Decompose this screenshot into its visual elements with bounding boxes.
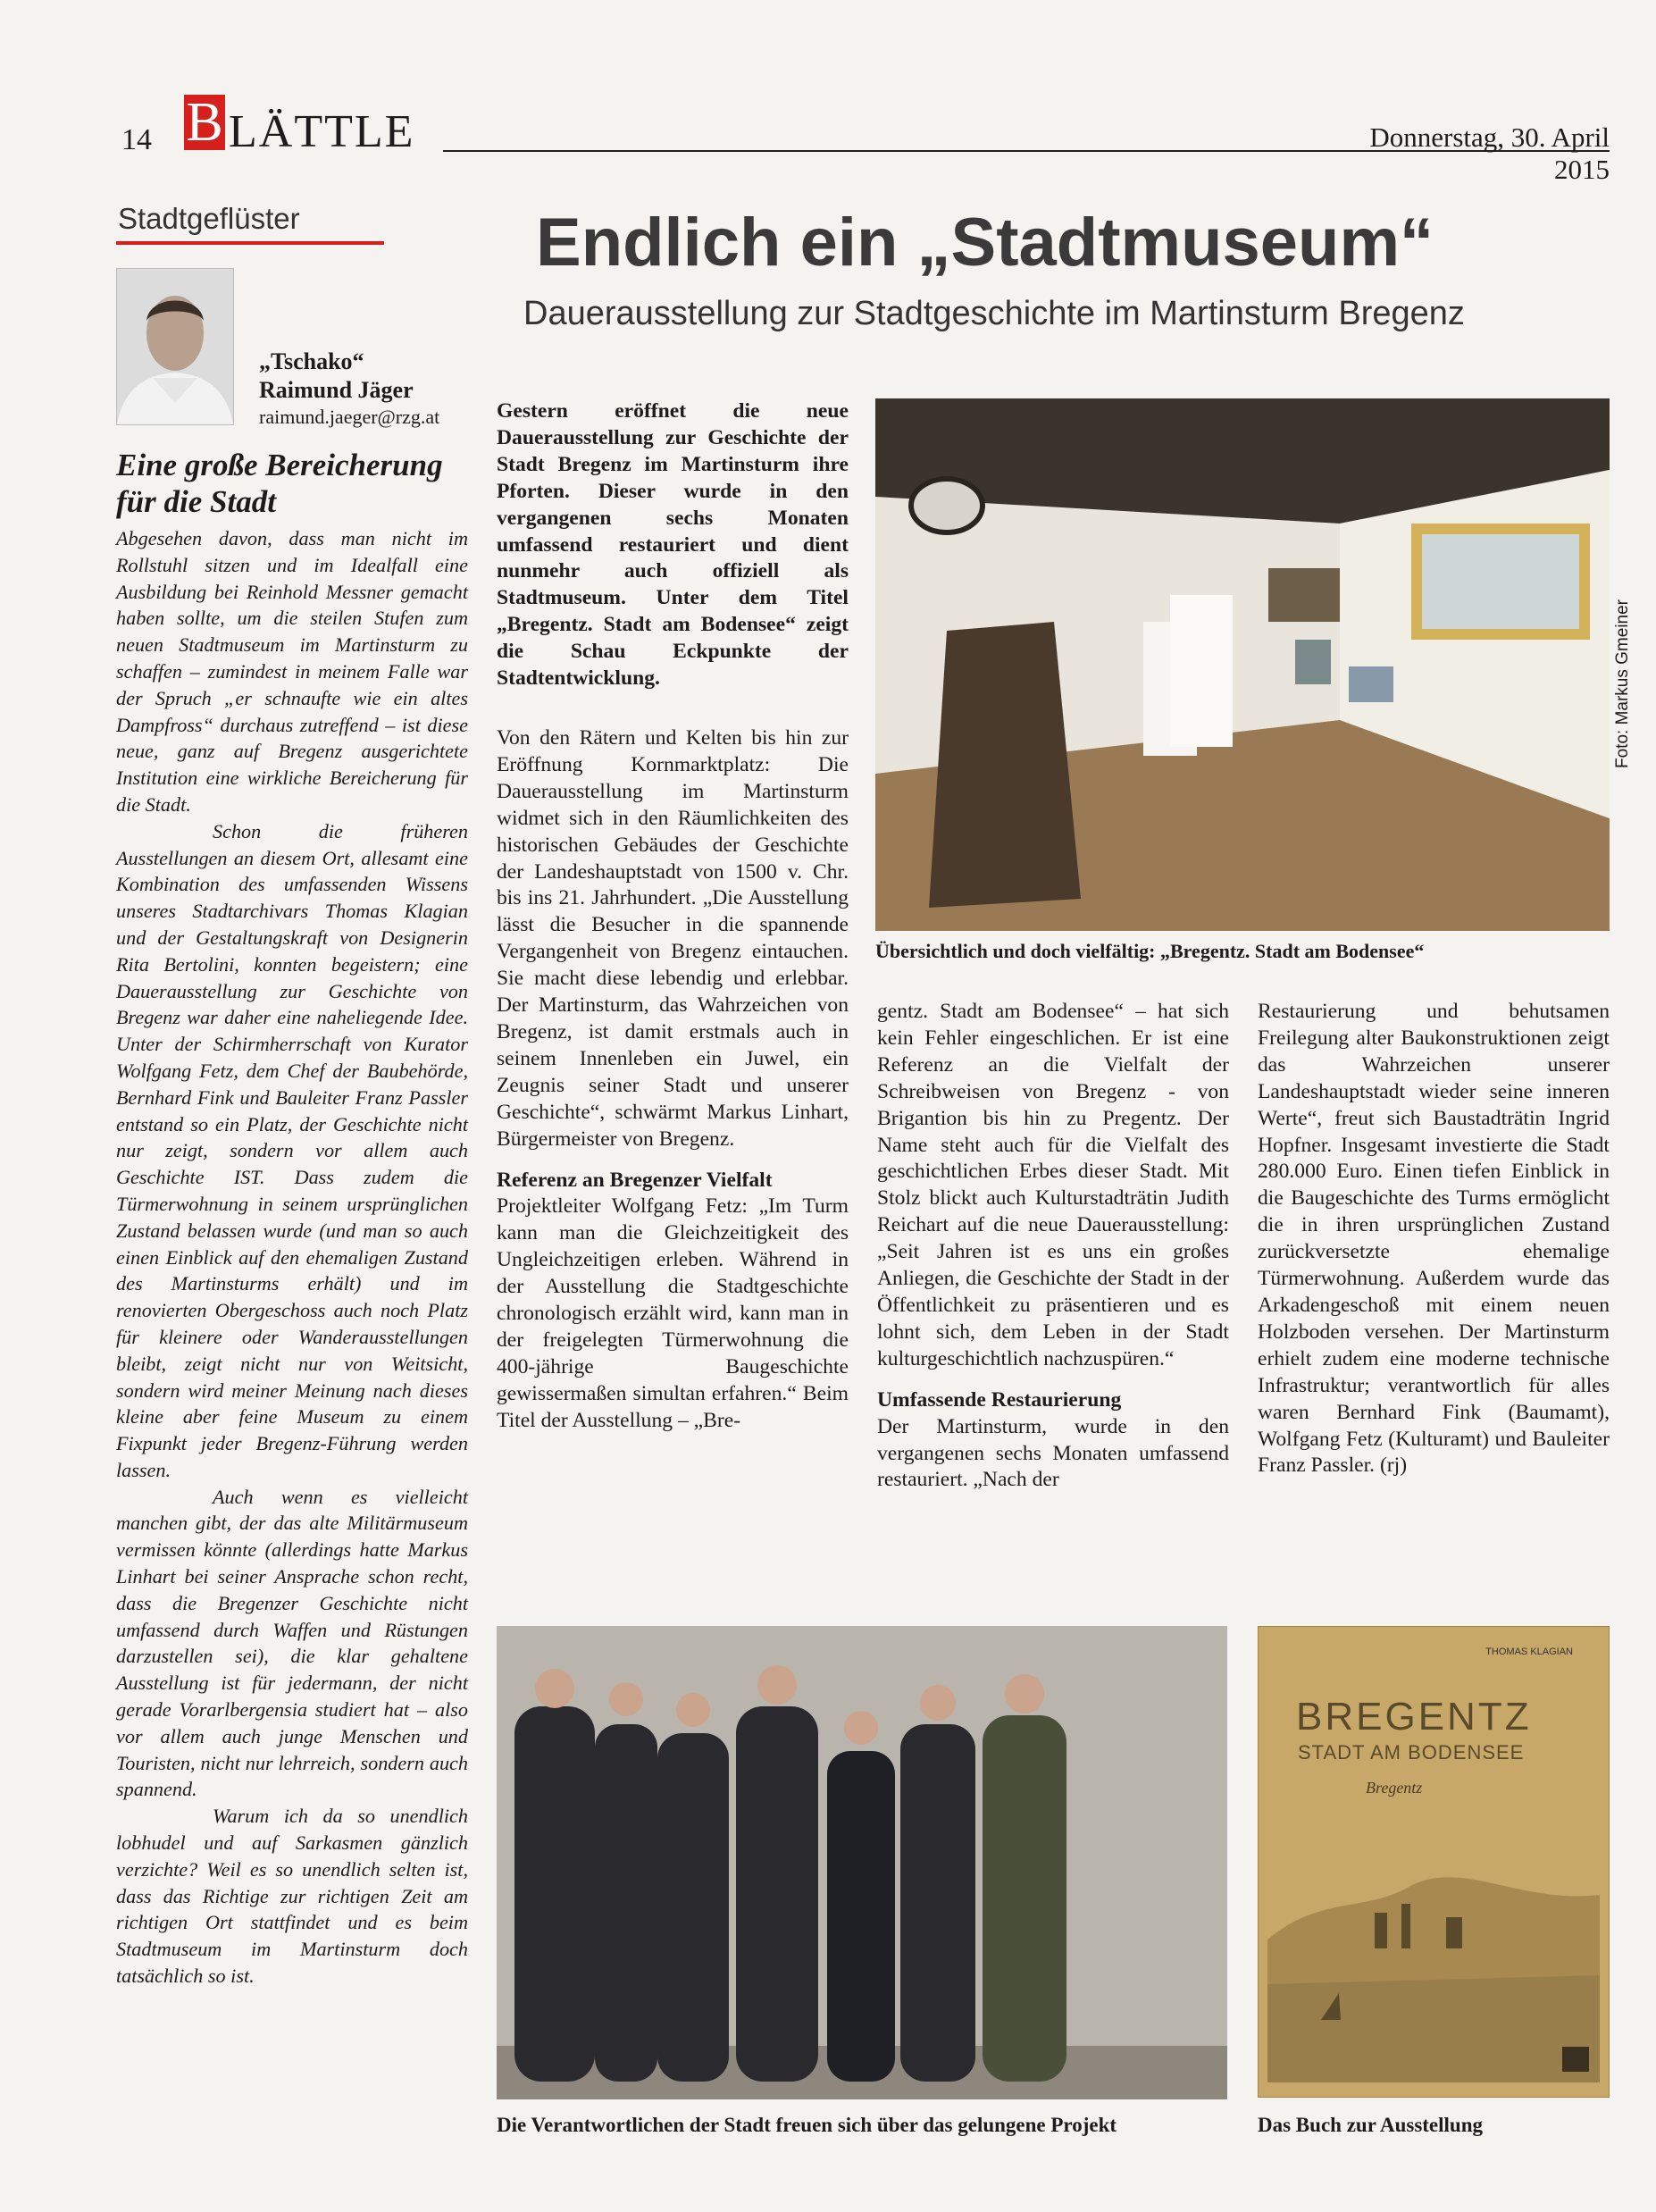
commentary-body <box>116 525 468 1990</box>
author-portrait-icon <box>117 269 233 424</box>
article-column-1 <box>497 725 849 1435</box>
book-author: THOMAS KLAGIAN <box>1485 1646 1573 1657</box>
exhibition-photo <box>875 398 1610 931</box>
article-column-3 <box>1258 999 1610 1479</box>
commentary-paragraph: Abgesehen davon, dass man nicht im Rollstuhl sitzen und im Idealfall eine Ausbildung bei Reinhold Messner gemacht haben sollte, um die steilen Stufen zum neuen Stadtmuseum im Martinsturm zu schaffen – zumindest in meinem Falle war der Spruch „er schnaufte wie ein altes Dampfross“ durchaus zutreffend – ist diese neue, ganz auf Bregenz ausgerichtete Institution eine wirkliche Bereicherung für die Stadt. <box>116 527 468 816</box>
author-nickname: „Tschako“ <box>259 348 364 374</box>
article-subhead: Referenz an Bregenzer Vielfalt <box>497 1168 773 1192</box>
group-photo <box>497 1626 1227 2099</box>
article-column-2 <box>877 999 1229 1494</box>
commentary-title: Eine große Bereicherung für die Stadt <box>116 448 443 519</box>
book-subtitle: STADT AM BODENSEE <box>1298 1741 1525 1764</box>
column-label: Stadtgeflüster <box>118 202 300 235</box>
column-rule <box>116 241 384 245</box>
article-paragraph: Von den Rätern und Kelten bis hin zur Eröffnung Kornmarktplatz: Die Dauerausstellung im Martinsturm widmet sich in den Räumlichkeiten des historischen Gebäudes der Geschichte der Landeshauptstadt von 1500 v. Chr. bis ins 21. Jahrhundert. „Die Ausstellung lässt die Besucher in die spannende Vergangenheit von Bregenz eintauchen. Sie macht diese lebendig und erlebbar. Der Martinsturm, das Wahrzeichen von Bregenz, ist damit erstmals auch in seinem Innenleben ein Juwel, ein Zeugnis seiner Stadt und unserer Geschichte“, schwärmt Markus Linhart, Bürgermeister von Bregenz. <box>497 726 849 1151</box>
article-subheadline: Dauerausstellung zur Stadtgeschichte im Martinsturm Bregenz <box>523 295 1465 332</box>
issue-date: Donnerstag, 30. April 2015 <box>1369 121 1610 185</box>
masthead-logo: B <box>184 95 225 150</box>
exhibition-caption: Übersichtlich und doch vielfältig: „Bregentz. Stadt am Bodensee“ <box>875 940 1425 962</box>
group-people-icon <box>497 1626 1227 2099</box>
author-photo <box>116 268 234 425</box>
article-paragraph: Projektleiter Wolfgang Fetz: „Im Turm kann man die Gleichzeitigkeit des Ungleichzeitigen erleben. Während in der Ausstellung die Stadtgeschichte chronologisch erzählt wird, kann man in der freigelegten Türmerwohnung die 400-jährige Baugeschichte gewissermaßen simultan erfahren.“ Beim Titel der Ausstellung – „Bre- <box>497 1194 849 1432</box>
article-headline: Endlich ein „Stadtmuseum“ <box>536 205 1434 281</box>
article-paragraph: Der Martinsturm, wurde in den vergangenen sechs Monaten umfassend restauriert. „Nach der <box>877 1414 1229 1492</box>
exhibition-room-icon <box>875 398 1610 931</box>
masthead-title: LÄTTLE <box>229 106 415 157</box>
article-paragraph: Restaurierung und behutsamen Freilegung alter Baukonstruktionen zeigt das Wahrzeichen unserer Landeshauptstadt wieder seine inneren Werte“, freut sich Baustadträtin Ingrid Hopfner. Insgesamt investierte die Stadt 280.000 Euro. Einen tiefen Einblick in die Baugeschichte des Turms ermöglicht die in ihren ursprünglichen Zustand zurückversetzte ehemalige Türmerwohnung. Außerdem wurde das Arkadengeschoß mit einem neuen Holzboden versehen. Der Martinsturm erhielt zudem eine moderne technische Infrastruktur; verantwortlich für alles waren Bernhard Fink (Baumamt), Wolfgang Fetz (Kulturamt) und Bauleiter Franz Passler. (rj) <box>1258 1000 1610 1478</box>
commentary-paragraph: Schon die früheren Ausstellungen an diesem Ort, allesamt eine Kombination des umfassenden Wissens unseres Stadtarchivars Thomas Klagian und der Gestaltungskraft von Designerin Rita Bertolini, konnten begeistern; eine Dauerausstellung zur Geschichte von Bregenz war daher eine naheliegende Idee. Unter der Schirmherrschaft von Kurator Wolfgang Fetz, dem Chef der Baubehörde, Bernhard Fink und Bauleiter Franz Passler entstand so ein Platz, der Geschichte nicht nur zeigt, sondern vor allem auch Geschichte IST. Dass zudem die Türmerwohnung in seinem ursprünglichen Zustand belassen wurde (und man so auch einen Einblick auf den ehemaligen Zustand des Martinsturms erhält) und im renovierten Obergeschoss auch noch Platz für kleinere oder Wanderausstellungen bleibt, zeigt nicht nur von Weitsicht, sondern wird meiner Meinung nach dieses kleine aber feine Museum zu einem Fixpunkt jeder Bregenz-Führung werden lassen. <box>116 819 468 1481</box>
lead-paragraph: Gestern eröffnet die neue Dauerausstellung zur Geschichte der Stadt Bregenz im Martinsturm ihre Pforten. Dieser wurde in den vergangenen sechs Monaten umfassend restauriert und dient nunmehr auch offiziell als Stadtmuseum. Unter dem Titel „Bregentz. Stadt am Bodensee“ zeigt die Schau Eckpunkte der Stadtentwicklung. <box>497 399 849 691</box>
page-number: 14 <box>121 123 152 156</box>
author-name: Raimund Jäger <box>259 377 414 403</box>
commentary-paragraph: Warum ich da so unendlich lobhudel und auf Sarkasmen gänzlich verzichte? Weil es so unendlich selten ist, dass das Richtige zur richtigen Zeit am richtigen Ort stattfindet und es beim Stadtmuseum im Martinsturm doch tatsächlich so ist. <box>116 1805 468 1988</box>
group-caption: Die Verantwortlichen der Stadt freuen sich über das gelungene Projekt <box>497 2114 1117 2136</box>
commentary-paragraph: Auch wenn es vielleicht manchen gibt, der das alte Militärmuseum vermissen könnte (allerdings hatte Markus Linhart bei seiner Ansprache schon recht, dass die Bregenzer Geschichte nicht umfassend durch Waffen und Rüstungen darzustellen sei), die klar gehaltene Ausstellung ist für jedermann, der nicht gerade Vorarlbergensia studiert hat – also vor allem auch junge Menschen und Touristen, nicht nur lehrreich, sondern auch spannend. <box>116 1485 468 1801</box>
article-subhead: Umfassende Restaurierung <box>877 1387 1122 1412</box>
article-lead <box>497 398 849 692</box>
book-title: BREGENTZ <box>1296 1695 1532 1739</box>
photo-credit: Foto: Markus Gmeiner <box>1613 599 1632 768</box>
author-email[interactable]: raimund.jaeger@rzg.at <box>259 406 440 428</box>
book-cover <box>1258 1626 1610 2098</box>
article-paragraph: gentz. Stadt am Bodensee“ – hat sich kein Fehler eingeschlichen. Er ist eine Referenz an die Vielfalt der Schreibweisen von Bregenz - von Brigantion bis hin zu Pregentz. Der Name steht auch für die Vielfalt des geschichtlichen Erbes dieser Stadt. Mit Stolz blickt auch Kulturstadträtin Judith Reichart auf die neue Dauerausstellung: „Seit Jahren ist es uns ein großes Anliegen, die Geschichte der Stadt in der Öffentlichkeit zu präsentieren und es lohnt sich, dem Leben in der Stadt kulturgeschichtlich nachzuspüren.“ <box>877 1000 1229 1370</box>
book-illustration-icon <box>1267 1806 1600 2082</box>
book-script: Bregentz <box>1366 1779 1423 1797</box>
book-caption: Das Buch zur Ausstellung <box>1258 2114 1484 2136</box>
